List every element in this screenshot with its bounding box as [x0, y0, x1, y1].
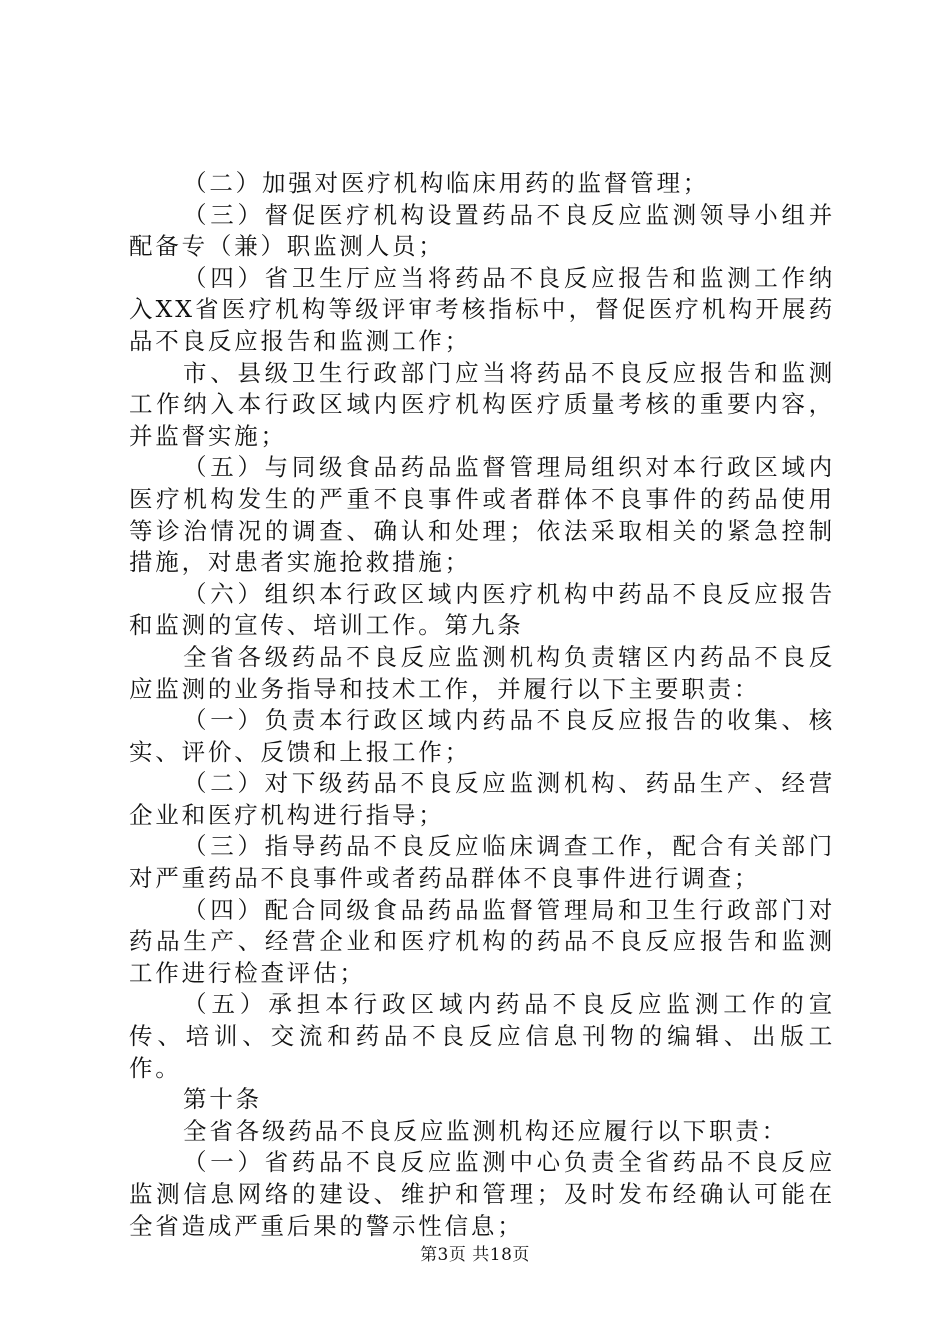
paragraph: （四）配合同级食品药品监督管理局和卫生行政部门对药品生产、经营企业和医疗机构的药品不良反应报告和监测工作进行检查评估；	[129, 895, 835, 987]
page-number: 第3页 共18页	[420, 1245, 530, 1265]
paragraph: （一）省药品不良反应监测中心负责全省药品不良反应监测信息网络的建设、维护和管理；及时发布经确认可能在全省造成严重后果的警示性信息；	[129, 1148, 835, 1240]
paragraph: （五）承担本行政区域内药品不良反应监测工作的宣传、培训、交流和药品不良反应信息刊物的编辑、出版工作。	[129, 990, 835, 1082]
paragraph: （二）对下级药品不良反应监测机构、药品生产、经营企业和医疗机构进行指导；	[129, 769, 835, 829]
paragraph: 市、县级卫生行政部门应当将药品不良反应报告和监测工作纳入本行政区域内医疗机构医疗质量考核的重要内容，并监督实施；	[129, 358, 835, 450]
article-heading: 第十条	[183, 1085, 262, 1114]
paragraph: （四）省卫生厅应当将药品不良反应报告和监测工作纳入XX省医疗机构等级评审考核指标中，督促医疗机构开展药品不良反应报告和监测工作；	[129, 263, 835, 355]
paragraph: （三）指导药品不良反应临床调查工作，配合有关部门对严重药品不良事件或者药品群体不良事件进行调查；	[129, 832, 835, 893]
paragraph: 全省各级药品不良反应监测机构负责辖区内药品不良反应监测的业务指导和技术工作，并履行以下主要职责：	[129, 642, 835, 703]
paragraph: （二）加强对医疗机构临床用药的监督管理；	[183, 169, 710, 197]
paragraph: （六）组织本行政区域内医疗机构中药品不良反应报告和监测的宣传、培训工作。第九条	[129, 579, 835, 640]
paragraph: （三）督促医疗机构设置药品不良反应监测领导小组并配备专（兼）职监测人员；	[129, 200, 835, 261]
document-body	[129, 168, 835, 1242]
paragraph: 全省各级药品不良反应监测机构还应履行以下职责：	[183, 1116, 788, 1145]
page-footer	[0, 1240, 950, 1265]
paragraph: （五）与同级食品药品监督管理局组织对本行政区域内医疗机构发生的严重不良事件或者群体不良事件的药品使用等诊治情况的调查、确认和处理；依法采取相关的紧急控制措施，对患者实施抢救措施；	[129, 453, 835, 577]
paragraph: （一）负责本行政区域内药品不良反应报告的收集、核实、评价、反馈和上报工作；	[129, 706, 835, 766]
